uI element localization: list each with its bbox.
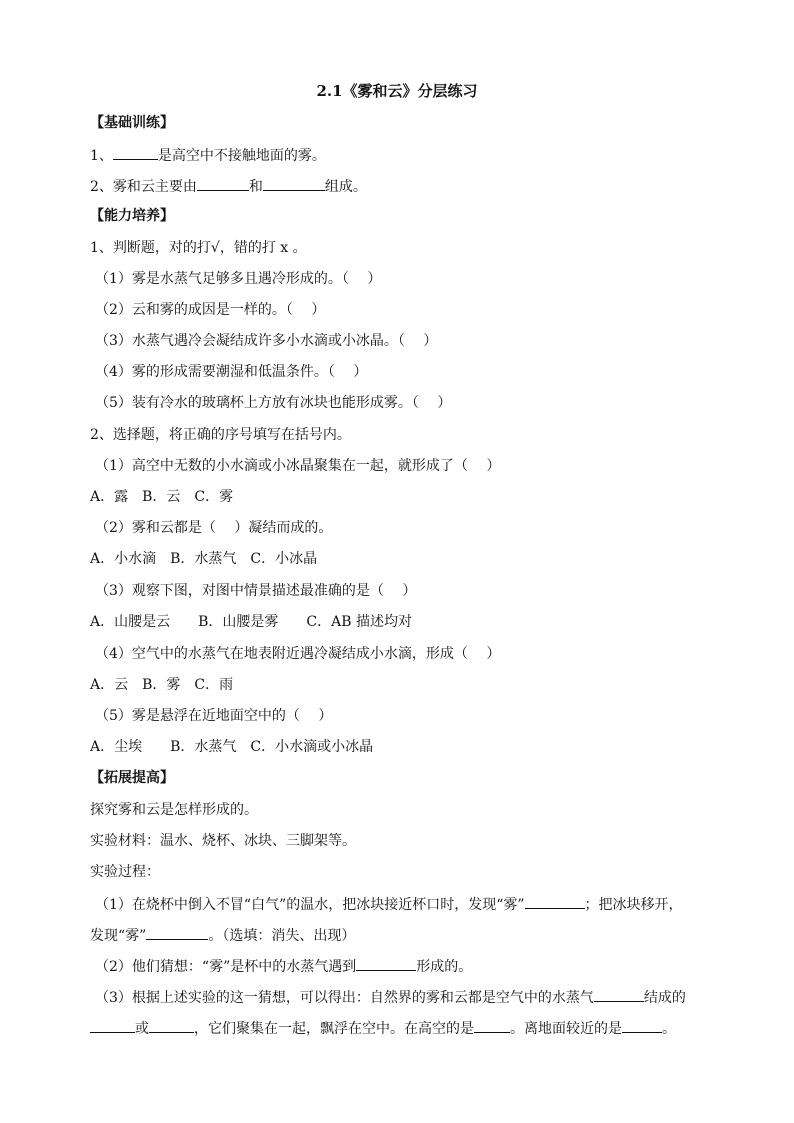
extend-materials: 实验材料：温水、烧杯、冰块、三脚架等。 [90,833,356,849]
answer-blank[interactable] [356,956,416,971]
choice-options: A．小水滴 B．水蒸气 C．小冰晶 [90,551,318,567]
judge-item: （4）雾的形成需要潮湿和低温条件。（ ） [95,364,368,380]
answer-blank[interactable] [149,1018,194,1033]
choice-options: A．山腰是云 B．山腰是雾 C．AB 描述均对 [90,614,412,630]
choice-options: A．露 B．云 C．雾 [90,489,234,505]
judge-item: （5）装有冷水的玻璃杯上方放有冰块也能形成雾。（ ） [95,395,452,411]
q2-mid-text: 和 [248,179,263,195]
answer-blank[interactable] [594,987,644,1002]
step1-text-b: ；把冰块移开， [584,897,683,913]
extend-step-3-cont [90,1018,720,1039]
choice-options: A．尘埃 B．水蒸气 C．小水滴或小冰晶 [90,739,374,755]
extend-step-1 [95,894,725,915]
answer-blank[interactable] [197,176,249,191]
extend-step-3 [95,987,725,1008]
step1-text-a: （1）在烧杯中倒入不冒“白气”的温水，把冰块接近杯口时，发现“雾” [95,897,525,913]
choice-heading: 2、选择题，将正确的序号填写在括号内。 [90,427,351,443]
section-extend-heading: 【拓展提高】 [90,770,174,786]
basic-question-1 [90,145,720,166]
q1-number: 1、 [90,148,113,164]
extend-process-label: 实验过程： [90,864,160,880]
step2-text-a: （2）他们猜想：“雾”是杯中的水蒸气遇到 [95,959,357,975]
section-basic-heading: 【基础训练】 [90,115,174,131]
answer-blank[interactable] [474,1018,510,1033]
step3-text-d: ，它们聚集在一起，飘浮在空中。在高空的是 [194,1021,474,1037]
choice-question: （2）雾和云都是（ ）凝结而成的。 [95,520,333,536]
section-ability-heading: 【能力培养】 [90,208,174,224]
step2-text-b: 形成的。 [416,959,473,975]
answer-blank[interactable] [622,1018,662,1033]
choice-options: A．云 B．雾 C．雨 [90,677,234,693]
extend-step-1-cont [90,925,720,946]
q2-suffix-text: 组成。 [324,179,367,195]
step1-text-c: 发现“雾” [90,928,147,944]
step3-text-a: （3）根据上述实验的这一猜想，可以得出：自然界的雾和云都是空气中的水蒸气 [95,990,594,1006]
answer-blank[interactable] [146,925,208,940]
extend-intro: 探究雾和云是怎样形成的。 [90,802,258,818]
step3-text-b: 结成的 [643,990,686,1006]
choice-question: （3）观察下图，对图中情景描述最准确的是（ ） [95,583,417,599]
choice-question: （5）雾是悬浮在近地面空中的（ ） [95,708,333,724]
answer-blank[interactable] [90,1018,135,1033]
q2-text: 2、雾和云主要由 [90,179,197,195]
step3-text-e: 。离地面较近的是 [510,1021,622,1037]
step3-text-f: 。 [662,1021,676,1037]
choice-question: （4）空气中的水蒸气在地表附近遇冷凝结成小水滴，形成（ ） [95,646,501,662]
answer-blank[interactable] [263,176,325,191]
judge-item: （3）水蒸气遇冷会凝结成许多小水滴或小冰晶。（ ） [95,333,438,349]
judge-heading: 1、判断题，对的打√，错的打 x 。 [90,240,307,256]
judge-item: （2）云和雾的成因是一样的。（ ） [95,302,326,318]
answer-blank[interactable] [525,894,585,909]
extend-step-2 [95,956,725,977]
choice-question: （1）高空中无数的小水滴或小冰晶聚集在一起，就形成了（ ） [95,458,501,474]
step3-text-c: 或 [135,1021,149,1037]
step1-text-d: 。（选填：消失、出现） [208,928,356,944]
judge-item: （1）雾是水蒸气足够多且遇冷形成的。（ ） [95,271,382,287]
basic-question-2 [90,176,720,197]
q1-text: 是高空中不接触地面的雾。 [157,148,326,164]
answer-blank[interactable] [113,145,158,160]
page-title: 2.1《雾和云》分层练习 [316,82,478,100]
